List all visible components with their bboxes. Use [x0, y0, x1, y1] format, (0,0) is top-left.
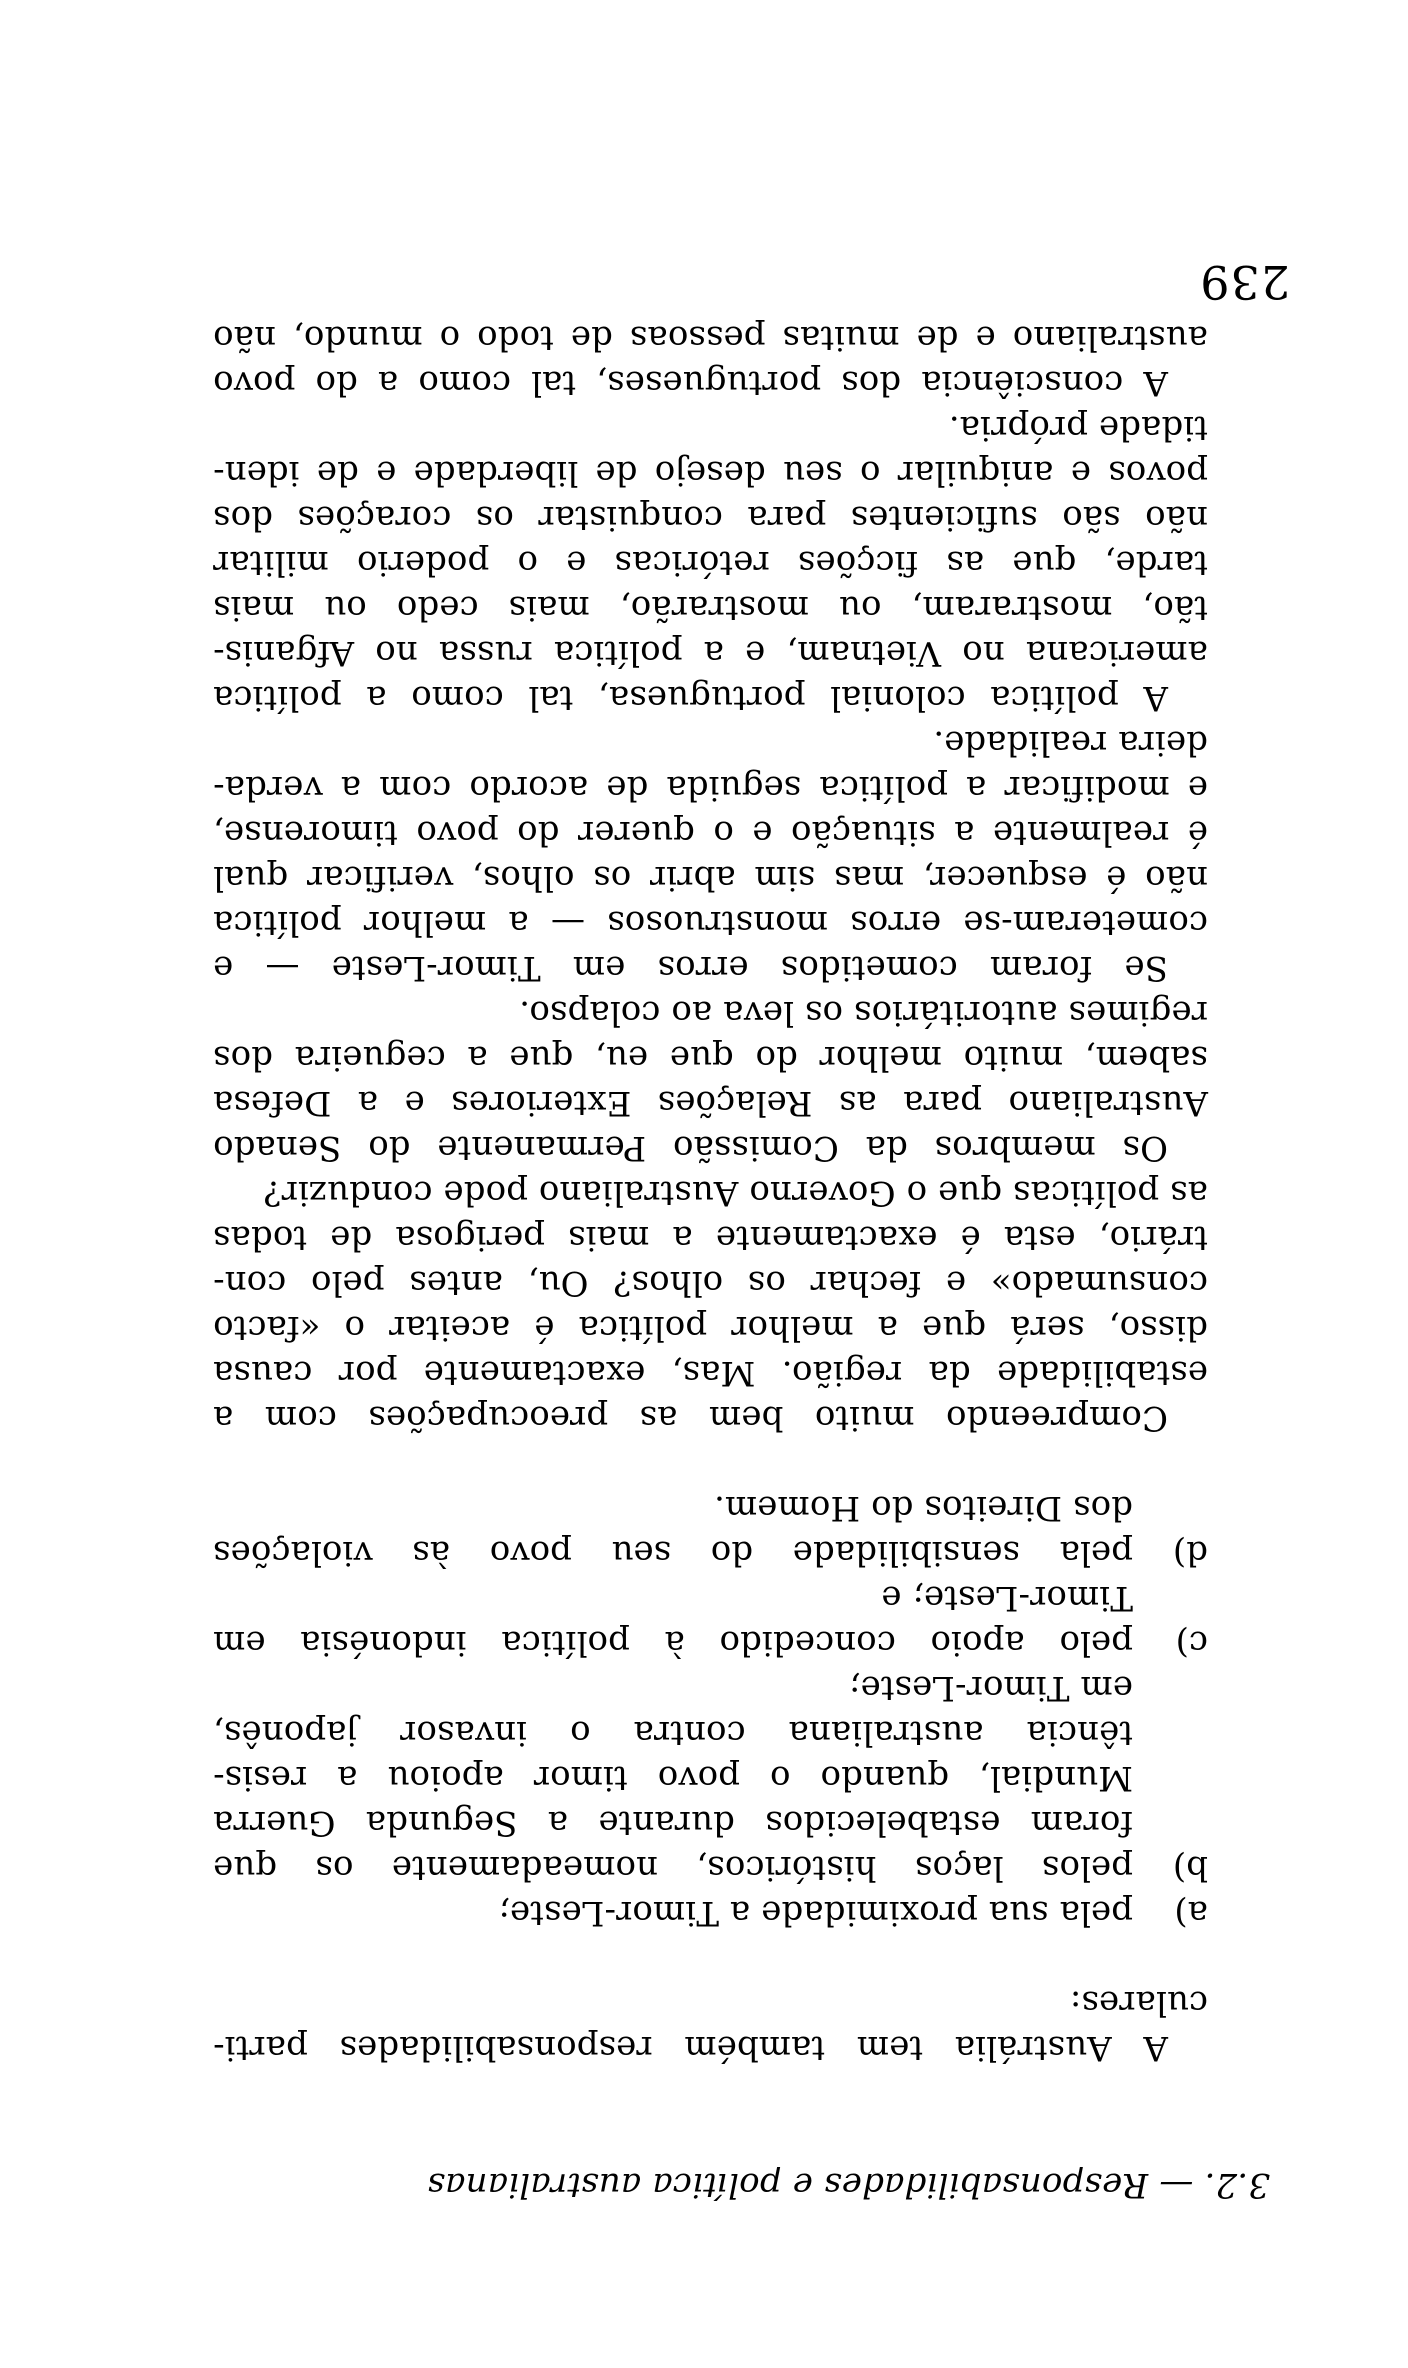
list-marker: b) — [1172, 1848, 1208, 1888]
text-line: em Timor-Leste; — [848, 1668, 1133, 1708]
text-line: Timor-Leste; e — [881, 1578, 1133, 1618]
text-line: culares: — [1069, 1983, 1208, 2023]
text-line: tência australiana contra o invasor japonês, — [213, 1713, 1133, 1753]
text-line: Australiano para as Relações Exteriores e a Defesa — [213, 1083, 1208, 1123]
text-line: as políticas que o Governo Australiano pode conduzir? — [263, 1173, 1208, 1213]
text-line: dos Direitos do Homem. — [713, 1488, 1133, 1528]
text-line: A consciência dos portugueses, tal como a do povo — [213, 363, 1168, 403]
text-line: tarde, que as ficções retóricas e o poderio militar — [213, 543, 1208, 583]
text-line: americana no Vietnam, e a política russa no Afganis- — [213, 633, 1208, 673]
text-line: sabem, muito melhor do que eu, que a cegueira dos — [213, 1038, 1208, 1078]
text-line: tão, mostraram, ou mostrarão, mais cedo ou mais — [213, 588, 1208, 628]
text-line: cometeram-se erros monstruosos — a melhor política — [213, 903, 1208, 943]
text-line: Se foram cometidos erros em Timor-Leste — e — [213, 948, 1168, 988]
text-line: não é esquecer, mas sim abrir os olhos, verificar qual — [213, 858, 1208, 898]
text-line: é realmente a situação e o querer do povo timorense, — [213, 813, 1208, 853]
text-line: Compreendo muito bem as preocupações com a — [213, 1398, 1168, 1438]
text-line: regimes autoritários os leva ao colapso. — [519, 993, 1208, 1033]
page-number: 239 — [1199, 255, 1290, 309]
section-heading: 3.2. — Responsabilidades e política australianas — [427, 2165, 1270, 2205]
text-line: povos e aniquilar o seu desejo de liberdade e de iden- — [213, 453, 1208, 493]
list-marker: d) — [1172, 1533, 1208, 1573]
list-marker: a) — [1174, 1893, 1208, 1933]
text-line: trário, esta é exactamente a mais perigosa de todas — [213, 1218, 1208, 1258]
text-line: tidade própria. — [948, 408, 1208, 448]
text-line: foram estabelecidos durante a Segunda Guerra — [213, 1803, 1133, 1843]
list-item-text: pela sensibilidade do seu povo às violações — [213, 1533, 1133, 1573]
text-line: consumado» e fechar os olhos? Ou, antes pelo con- — [213, 1263, 1208, 1303]
list-marker: c) — [1175, 1623, 1208, 1663]
text-line: Os membros da Comissão Permanente do Senado — [213, 1128, 1168, 1168]
text-line: A Austrália tem também responsabilidades parti- — [213, 2028, 1168, 2068]
text-line: disso, será que a melhor política é aceitar o «facto — [213, 1308, 1208, 1348]
text-column — [213, 315, 1270, 2208]
text-line: e modificar a política seguida de acordo com a verda- — [213, 768, 1208, 808]
text-line: deira realidade. — [933, 723, 1208, 763]
list-item-text: pelos laços históricos, nomeadamente os que — [213, 1848, 1133, 1888]
text-line: Mundial, quando o povo timor apoiou a resis- — [213, 1758, 1133, 1798]
list-item-line — [213, 1890, 1208, 1935]
text-line: A política colonial portuguesa, tal como a política — [213, 678, 1168, 718]
list-item-line — [213, 1530, 1208, 1575]
text-line: estabilidade da região. Mas, exactamente por causa — [213, 1353, 1208, 1393]
text-line: australiano e de muitas pessoas de todo o mundo, não — [213, 318, 1208, 358]
list-item-text: pela sua proximidade a Timor-Leste; — [498, 1893, 1133, 1933]
text-line: não são suficientes para conquistar os corações dos — [213, 498, 1208, 538]
list-item-text: pelo apoio concedido à política indonésia em — [213, 1623, 1133, 1663]
list-item-line — [213, 1845, 1208, 1890]
list-item-line — [213, 1620, 1208, 1665]
